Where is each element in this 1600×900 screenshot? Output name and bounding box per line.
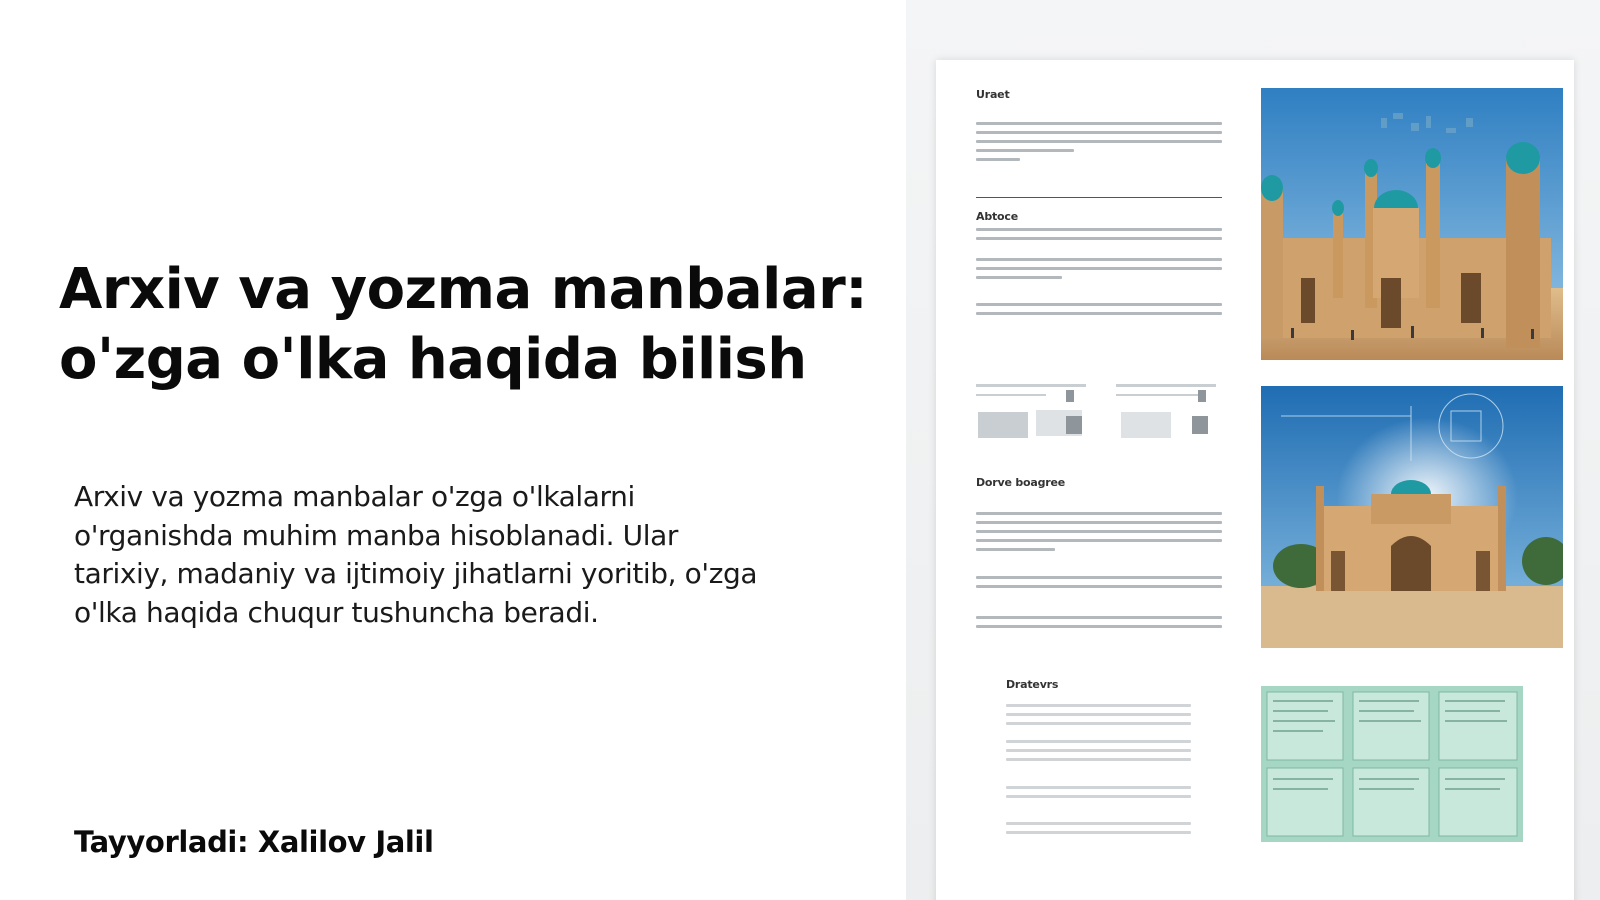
doc-heading-4: Dratevrs <box>1006 678 1059 691</box>
photo-architecture-2 <box>1261 386 1563 648</box>
doc-paragraph-8 <box>1006 704 1191 731</box>
photo-architecture-1 <box>1261 88 1563 360</box>
doc-paragraph-3 <box>976 258 1222 285</box>
doc-paragraph-6 <box>976 576 1222 594</box>
document-page <box>936 60 1574 900</box>
doc-paragraph-11 <box>1006 822 1191 840</box>
doc-paragraph-7 <box>976 616 1222 634</box>
doc-paragraph-10 <box>1006 786 1191 804</box>
author-credit: Tayyorladi: Xalilov Jalil <box>74 825 434 859</box>
doc-paragraph-2 <box>976 228 1222 246</box>
title-line-2: o'zga o'lka haqida bilish <box>59 327 807 392</box>
document-illustration <box>906 0 1600 900</box>
doc-paragraph-9 <box>1006 740 1191 767</box>
photo-manuscripts <box>1261 686 1523 842</box>
doc-heading-1: Uraet <box>976 88 1010 101</box>
title-line-1: Arxiv va yozma manbalar: <box>59 257 868 322</box>
doc-heading-3: Dorve boagree <box>976 476 1066 489</box>
doc-heading-2: Abtoce <box>976 210 1018 223</box>
slide-description: Arxiv va yozma manbalar o'zga o'lkalarni o'rganishda muhim manba hisoblanadi. Ular tarixiy, madaniy va ijtimoiy jihatlarni yoritib, o'zga o'lka haqida chuqur tushuncha beradi. <box>74 480 758 629</box>
doc-paragraph-4 <box>976 303 1222 321</box>
doc-paragraph-5 <box>976 512 1222 557</box>
doc-paragraph-1 <box>976 122 1222 167</box>
doc-divider <box>976 197 1222 198</box>
slide-title <box>59 255 879 395</box>
doc-faint-table <box>976 380 1226 446</box>
